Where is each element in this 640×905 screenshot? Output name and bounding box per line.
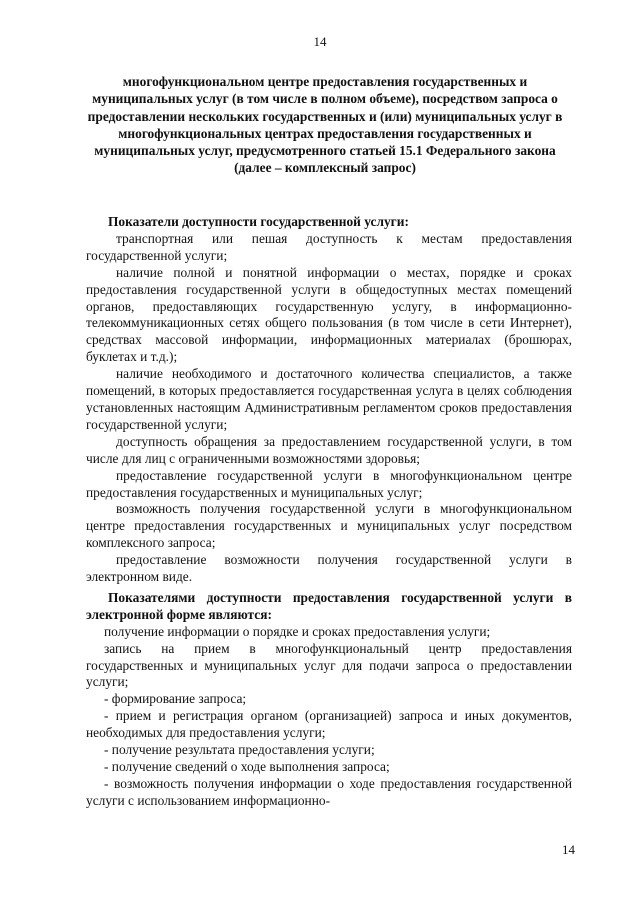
section2-item: - получение результата предоставления услуги; [104,742,375,758]
section2-title: Показателями доступности предоставления государственной услуги в электронной форме являются: [86,589,572,622]
section2-item: запись на прием в многофункциональный центр предоставления государственных и муниципальных услуг для подачи запроса о предоставлении услуги; [86,640,572,690]
section1-title: Показатели доступности государственной услуги: [108,214,409,229]
section2-item: - прием и регистрация органом (организацией) запроса и иных документов, необходимых для предоставления услуги; [86,708,572,741]
page-number-bottom: 14 [562,842,575,857]
section1-item: наличие необходимого и достаточного количества специалистов, а также помещений, в которых предоставляется государственная услуга в целях соблюдения установленных настоящим Административным регламентом сроков предоставления государственной услуги; [86,366,572,432]
section1-item: наличие полной и понятной информации о местах, порядке и сроках предоставления государственной услуги в общедоступных местах помещений органов, предоставляющих государственную услугу, в информационно-телекоммуникационных сетях общего пользования (в том числе в сети Интернет), средствах массовой информации, информационных материалах (брошюрах, буклетах и т.д.); [86,264,572,365]
section1-item: доступность обращения за предоставлением государственной услуги, в том числе для лиц с ограниченными возможностями здоровья; [86,433,572,466]
document-body [86,214,572,810]
section1-item: транспортная или пешая доступность к местам предоставления государственной услуги; [86,230,572,263]
section2-item: - получение сведений о ходе выполнения запроса; [104,759,390,774]
section2-item: получение информации о порядке и сроках предоставления услуги; [104,623,491,639]
section1-item: предоставление государственной услуги в многофункциональном центре предоставления государственных и муниципальных услуг; [86,467,572,500]
section1-item: возможность получения государственной услуги в многофункциональном центре предоставления государственных и муниципальных услуг посредством комплексного запроса; [86,501,572,551]
page-number-top: 14 [313,34,327,49]
section2-item: - возможность получения информации о ходе предоставления государственной услуги с использованием информационно- [86,775,572,808]
heading-continued: многофункциональном центре предоставления государственных и муниципальных услуг (в том числе в полном объеме), посредством запроса о предоставлении нескольких государственных и (или) муниципальных услуг в многофункциональных центрах предоставления государственных и муниципальных услуг, предусмотренного статьей 15.1 Федерального закона (далее – комплексный запрос) [87,74,563,176]
section2-item: - формирование запроса; [104,691,247,707]
section1-item: предоставление возможности получения государственной услуги в электронном виде. [86,552,572,585]
